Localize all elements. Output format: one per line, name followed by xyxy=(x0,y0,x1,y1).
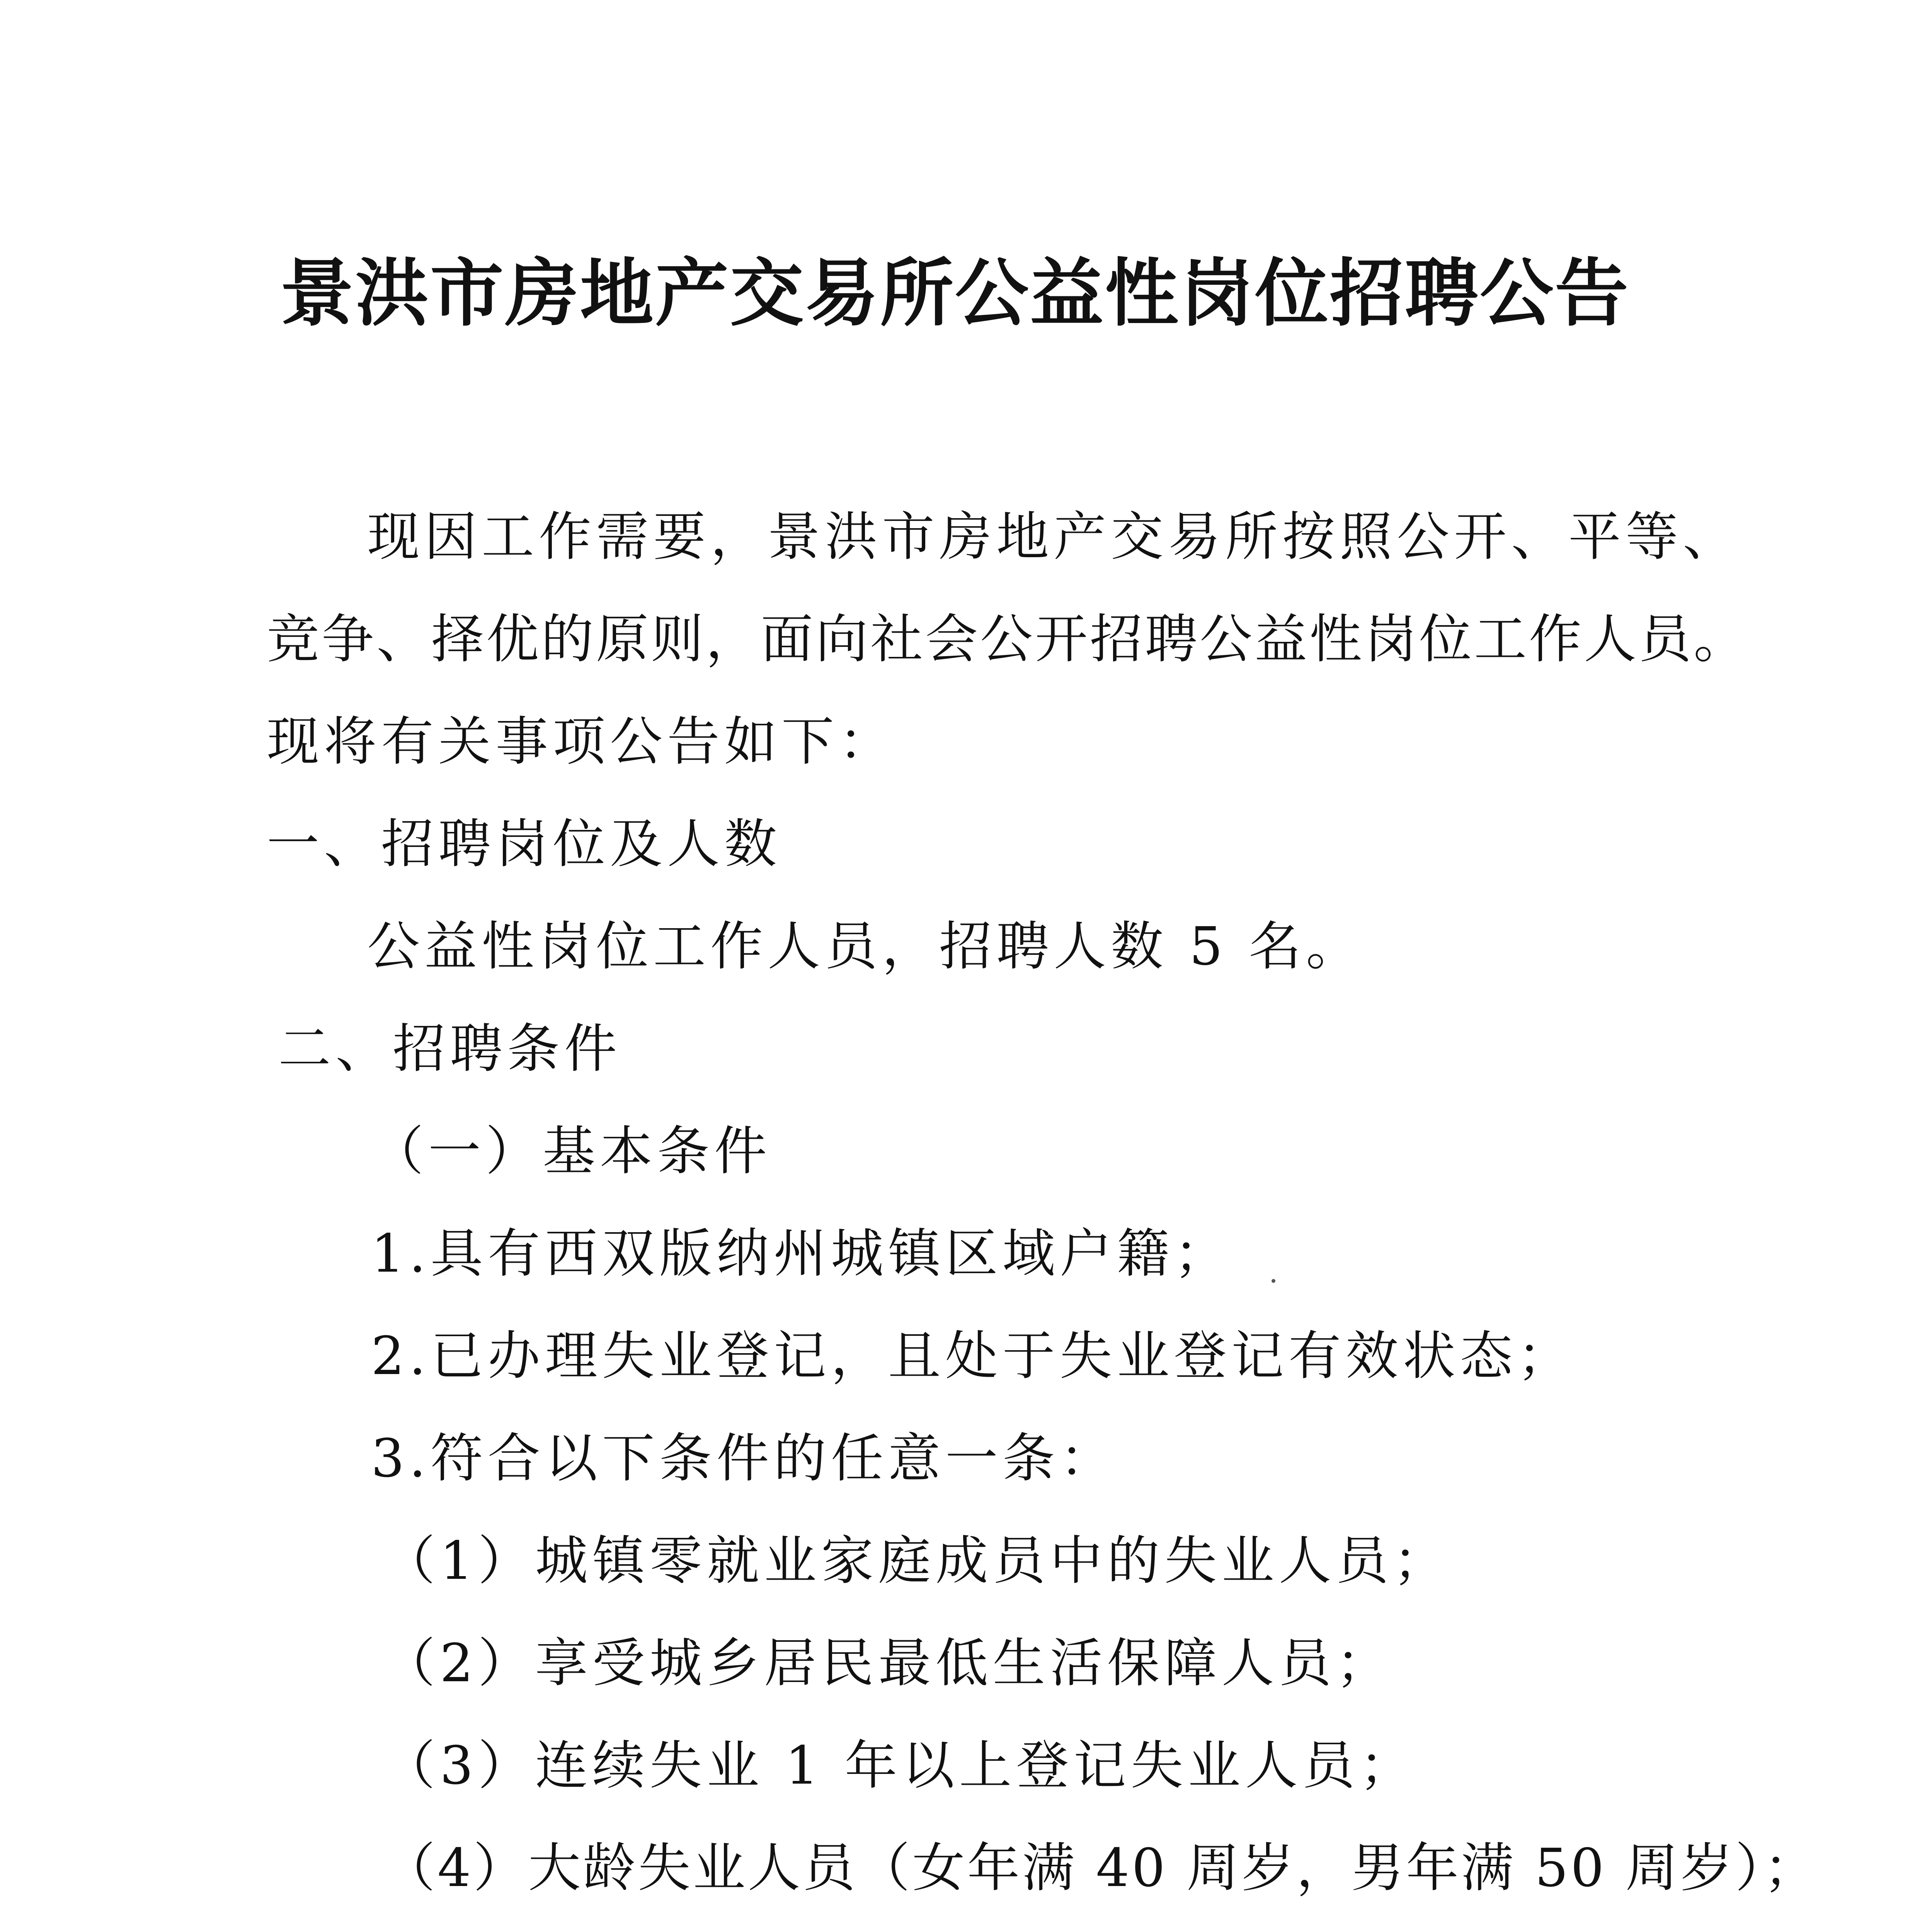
subsection-1-heading: （一）基本条件 xyxy=(371,1121,771,1182)
section-2-heading: 二、招聘条件 xyxy=(278,1019,621,1080)
intro-line-1: 现因工作需要，景洪市房地产交易所按照公开、平等、 xyxy=(367,507,1740,568)
intro-line-3: 现将有关事项公告如下： xyxy=(267,711,896,772)
page-title: 景洪市房地产交易所公益性岗位招聘公告 xyxy=(280,251,1630,336)
section-1-body: 公益性岗位工作人员，招聘人数 5 名。 xyxy=(367,916,1363,977)
condition-3: 3.符合以下条件的任意一条： xyxy=(371,1428,1117,1489)
item-4: （4）大龄失业人员（女年满 40 周岁，男年满 50 周岁）； xyxy=(383,1838,1819,1899)
condition-1: 1.具有西双版纳州城镇区域户籍； xyxy=(371,1223,1231,1284)
condition-2: 2.已办理失业登记，且处于失业登记有效状态； xyxy=(371,1326,1575,1387)
item-2: （2）享受城乡居民最低生活保障人员； xyxy=(383,1633,1393,1694)
scan-speck xyxy=(1272,1279,1275,1283)
item-3: （3）连续失业 1 年以上登记失业人员； xyxy=(383,1735,1417,1796)
item-1: （1）城镇零就业家庭成员中的失业人员； xyxy=(383,1531,1450,1592)
intro-line-2: 竞争、择优的原则，面向社会公开招聘公益性岗位工作人员。 xyxy=(267,609,1748,670)
section-1-heading: 一、招聘岗位及人数 xyxy=(267,814,781,875)
